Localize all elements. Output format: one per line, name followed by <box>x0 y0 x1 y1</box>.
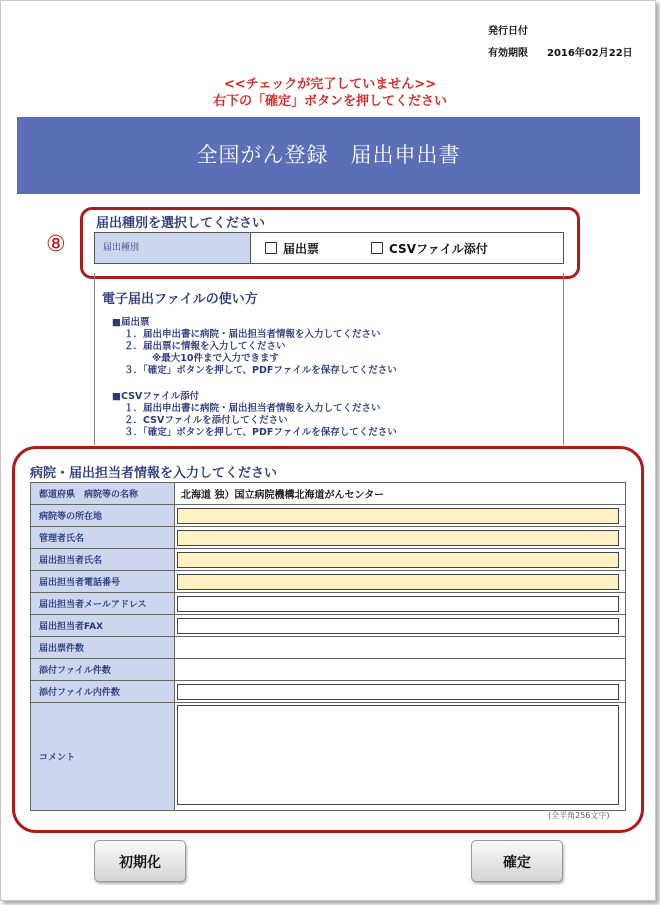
attachment-count-value <box>177 664 181 675</box>
manager-name-label: 管理者氏名 <box>31 527 175 549</box>
page-title-banner: 全国がん登録 届出申出書 <box>17 117 640 194</box>
notification-type-label: 届出種別 <box>95 233 251 263</box>
contact-name-label: 届出担当者氏名 <box>31 549 175 571</box>
hospital-info-table <box>30 482 626 811</box>
warning-line-2: 右下の「確定」ボタンを押してください <box>212 94 447 109</box>
table-row <box>31 659 626 681</box>
contact-phone-input[interactable] <box>177 574 619 590</box>
option-notification-form-label: 届出票 <box>283 241 320 256</box>
option-csv-attach[interactable] <box>371 240 488 257</box>
table-row <box>31 681 626 703</box>
comment-textarea[interactable] <box>177 705 619 805</box>
guide-section1-heading: ■届出票 <box>112 317 150 328</box>
guide-section1-step: ２．届出票に情報を入力してください <box>124 341 286 352</box>
warning-line-1: <<チェックが完了していません>> <box>223 77 437 92</box>
comment-label: コメント <box>31 703 175 811</box>
expiry-date: 2016年02月22日 <box>547 48 633 59</box>
table-row <box>31 483 626 505</box>
table-row <box>31 549 626 571</box>
attachment-records-label: 添付ファイル内件数 <box>31 681 175 703</box>
option-notification-form[interactable] <box>265 240 319 257</box>
guide-section2-step: ２．CSVファイルを添付してください <box>124 415 288 426</box>
hospital-info-heading: 病院・届出担当者情報を入力してください <box>30 466 278 481</box>
step-marker: ⑧ <box>46 232 66 257</box>
contact-email-input[interactable] <box>177 596 619 612</box>
contact-email-label: 届出担当者メールアドレス <box>31 593 175 615</box>
table-row <box>31 593 626 615</box>
guide-section2-heading: ■CSVファイル添付 <box>112 391 200 402</box>
attachment-records-input[interactable] <box>177 684 619 700</box>
contact-fax-input[interactable] <box>177 618 619 634</box>
confirm-button[interactable]: 確定 <box>471 840 563 882</box>
checkbox-csv-attach[interactable] <box>371 242 383 254</box>
form-count-value <box>177 642 181 653</box>
guide-section1-step: １．届出申出書に病院・届出担当者情報を入力してください <box>124 329 381 340</box>
guide-section2-step: ３．「確定」ボタンを押して、PDFファイルを保存してください <box>124 427 397 438</box>
option-csv-attach-label: CSVファイル添付 <box>389 241 488 256</box>
hospital-address-input[interactable] <box>177 508 619 524</box>
guide-section1-step: ３．「確定」ボタンを押して、PDFファイルを保存してください <box>124 365 397 376</box>
table-row <box>31 505 626 527</box>
checkbox-notification-form[interactable] <box>265 242 277 254</box>
hospital-name-label: 都道府県 病院等の名称 <box>31 483 175 505</box>
table-row <box>31 703 626 811</box>
hospital-address-label: 病院等の所在地 <box>31 505 175 527</box>
comment-length-note: (全半角256文字) <box>548 811 610 820</box>
table-row <box>31 571 626 593</box>
notification-type-options <box>251 233 563 263</box>
table-row <box>31 615 626 637</box>
table-row <box>31 527 626 549</box>
guide-section2-step: １．届出申出書に病院・届出担当者情報を入力してください <box>124 403 381 414</box>
attachment-count-label: 添付ファイル件数 <box>31 659 175 681</box>
contact-fax-label: 届出担当者FAX <box>31 615 175 637</box>
manager-name-input[interactable] <box>177 530 619 546</box>
usage-guide-title: 電子届出ファイルの使い方 <box>102 292 258 307</box>
guide-section1-note: ※最大10件まで入力できます <box>152 353 279 364</box>
notification-type-table <box>94 232 564 264</box>
reset-button[interactable]: 初期化 <box>94 840 186 882</box>
issue-date-label: 発行日付 <box>488 26 528 37</box>
contact-phone-label: 届出担当者電話番号 <box>31 571 175 593</box>
hospital-name-value: 北海道 独）国立病院機構北海道がんセンター <box>181 490 385 501</box>
form-count-label: 届出票件数 <box>31 637 175 659</box>
expiry-label: 有効期限 <box>488 48 528 59</box>
notification-type-heading: 届出種別を選択してください <box>96 216 266 231</box>
contact-name-input[interactable] <box>177 552 619 568</box>
table-row <box>31 637 626 659</box>
